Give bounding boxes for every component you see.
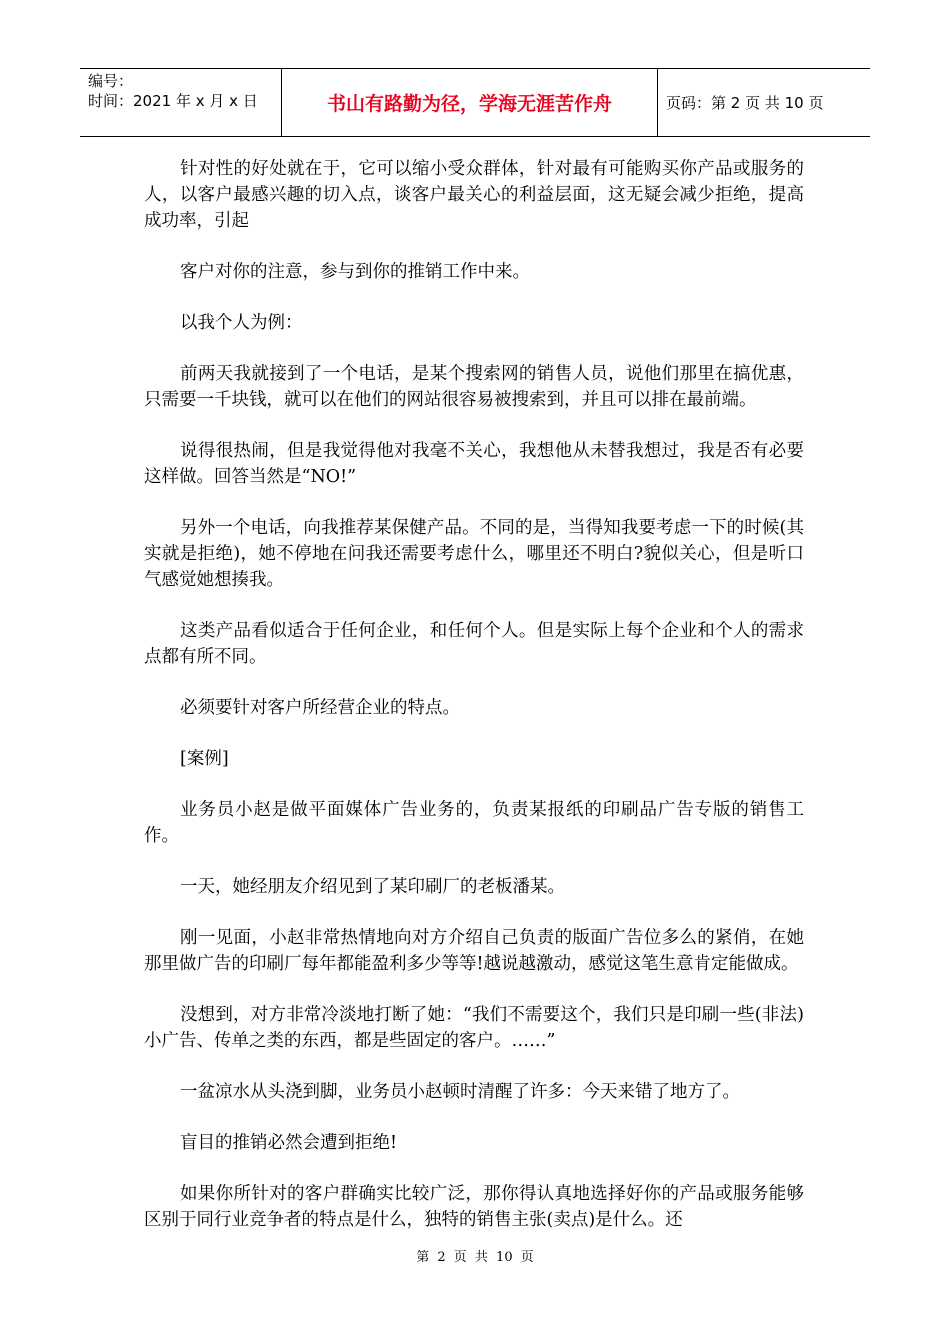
paragraph: 没想到，对方非常冷淡地打断了她：“我们不需要这个，我们只是印刷一些(非法)小广告、传单之类的东西，都是些固定的客户。……” xyxy=(144,1005,804,1051)
page-header xyxy=(80,68,870,137)
document-date: 时间：2021 年 x 月 x 日 xyxy=(88,92,258,110)
header-meta-cell xyxy=(80,69,282,136)
document-body xyxy=(144,156,804,1258)
paragraph: 前两天我就接到了一个电话，是某个搜索网的销售人员，说他们那里在搞优惠，只需要一千块钱，就可以在他们的网站很容易被搜索到，并且可以排在最前端。 xyxy=(144,364,804,410)
header-motto: 书山有路勤为径，学海无涯苦作舟 xyxy=(326,93,612,115)
paragraph: 业务员小赵是做平面媒体广告业务的，负责某报纸的印刷品广告专版的销售工作。 xyxy=(144,800,804,846)
paragraph: 针对性的好处就在于，它可以缩小受众群体，针对最有可能购买你产品或服务的人，以客户最感兴趣的切入点，谈客户最关心的利益层面，这无疑会减少拒绝，提高成功率，引起 xyxy=(144,159,804,231)
paragraph: 这类产品看似适合于任何企业，和任何个人。但是实际上每个企业和个人的需求点都有所不同。 xyxy=(144,621,804,667)
document-number-label: 编号： xyxy=(88,72,134,90)
paragraph: 一天，她经朋友介绍见到了某印刷厂的老板潘某。 xyxy=(180,877,565,897)
header-page-cell xyxy=(658,69,870,136)
paragraph: 说得很热闹，但是我觉得他对我毫不关心，我想他从未替我想过，我是否有必要这样做。回答当然是“NO!” xyxy=(144,441,804,487)
paragraph: 另外一个电话，向我推荐某保健产品。不同的是，当得知我要考虑一下的时候(其实就是拒绝)，她不停地在问我还需要考虑什么，哪里还不明白?貌似关心，但是听口气感觉她想揍我。 xyxy=(144,518,804,590)
paragraph: 刚一见面，小赵非常热情地向对方介绍自己负责的版面广告位多么的紧俏，在她那里做广告的印刷厂每年都能盈利多少等等!越说越激动，感觉这笔生意肯定能做成。 xyxy=(144,928,804,974)
paragraph: 必须要针对客户所经营企业的特点。 xyxy=(180,698,460,718)
header-motto-cell xyxy=(282,69,658,136)
header-page-info: 页码：第 2 页 共 10 页 xyxy=(666,94,824,112)
paragraph: 客户对你的注意，参与到你的推销工作中来。 xyxy=(180,262,530,282)
footer-page-number: 第 2 页 共 10 页 xyxy=(416,1250,534,1265)
paragraph: 一盆凉水从头浇到脚，业务员小赵顿时清醒了许多：今天来错了地方了。 xyxy=(180,1082,740,1102)
case-heading: [案例] xyxy=(180,749,229,769)
paragraph: 如果你所针对的客户群确实比较广泛，那你得认真地选择好你的产品或服务能够区别于同行业竞争者的特点是什么，独特的销售主张(卖点)是什么。还 xyxy=(144,1184,804,1230)
paragraph: 以我个人为例： xyxy=(180,313,303,333)
page-footer xyxy=(0,1246,950,1265)
paragraph: 盲目的推销必然会遭到拒绝! xyxy=(180,1133,398,1153)
